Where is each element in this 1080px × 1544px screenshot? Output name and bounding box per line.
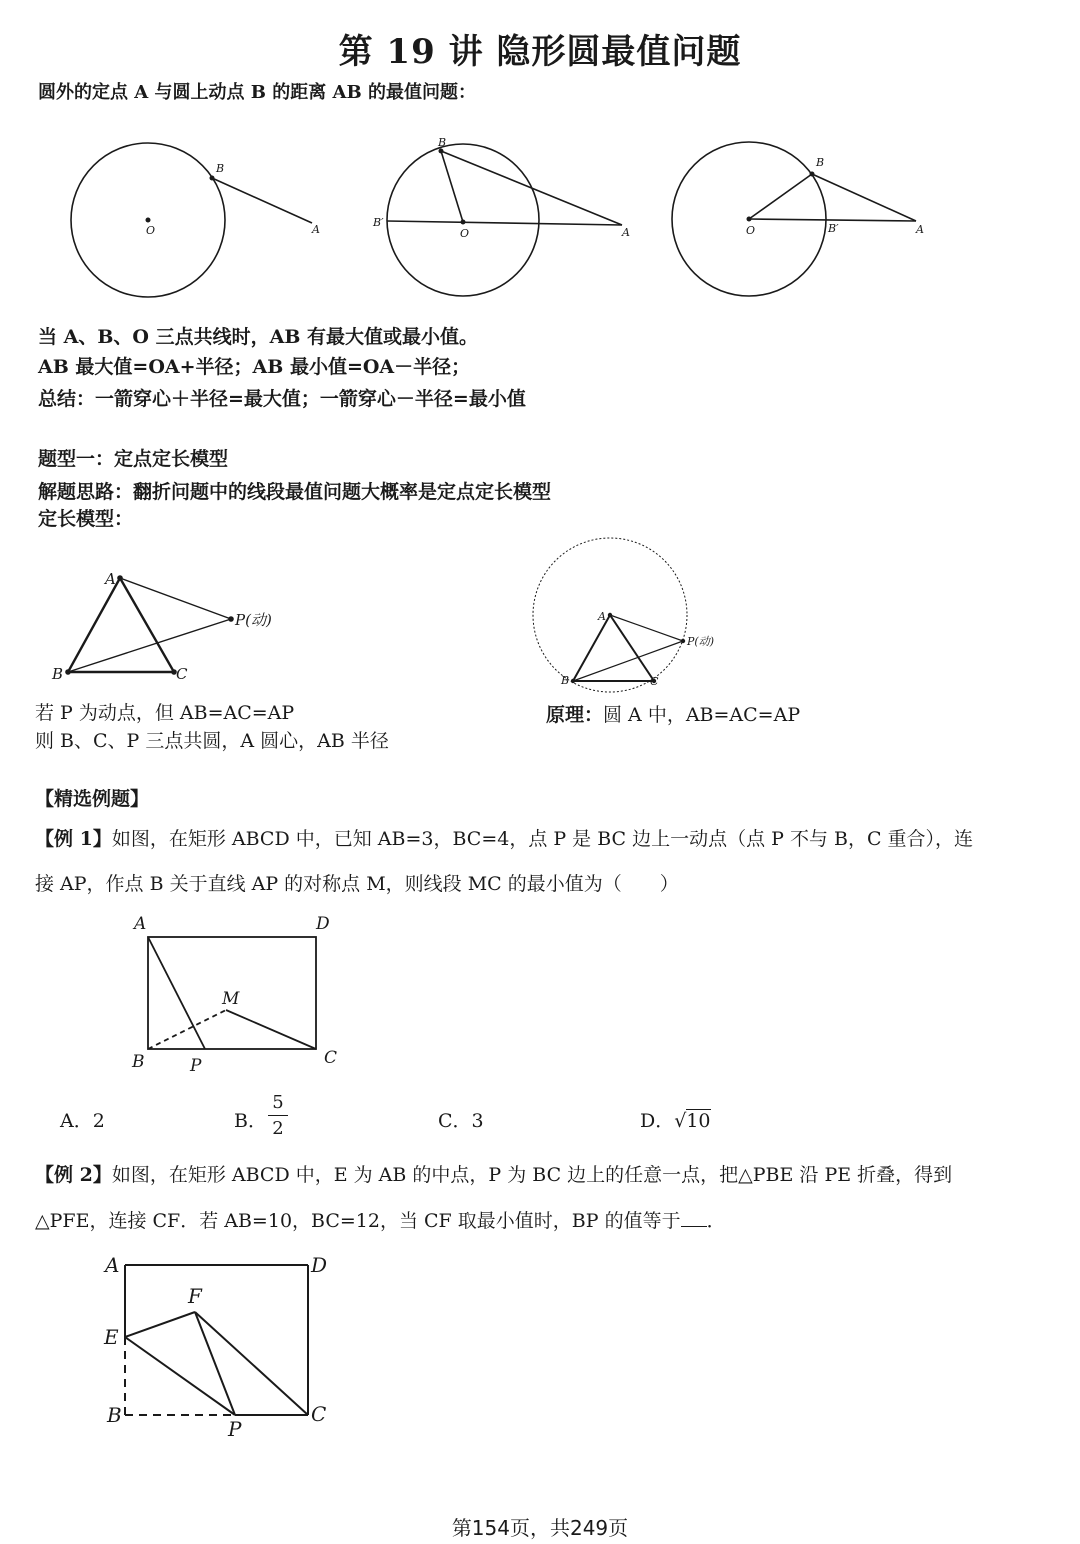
ex1-option-b-label: B． bbox=[234, 1110, 267, 1132]
ex2-line-1 bbox=[35, 1160, 952, 1187]
label-a-1: A bbox=[312, 223, 320, 236]
label-a-right: A bbox=[598, 610, 606, 623]
note-right bbox=[546, 700, 800, 727]
ex1-label-a: A bbox=[134, 914, 147, 934]
fixed-length-figures bbox=[0, 530, 1080, 695]
ex2-label-c: C bbox=[311, 1402, 327, 1426]
label-b-2: B bbox=[438, 136, 447, 149]
label-b-prime-3: B′ bbox=[828, 222, 839, 235]
ex1-label-b: B bbox=[132, 1052, 145, 1072]
segment-mc-1 bbox=[226, 1010, 316, 1049]
segment-ob-2 bbox=[441, 151, 463, 222]
ex1-option-d bbox=[640, 1106, 711, 1133]
line-oa-3 bbox=[749, 219, 916, 221]
segment-ab-1 bbox=[212, 178, 312, 223]
label-c-left: C bbox=[176, 665, 188, 683]
ex1-line-2: 接 AP，作点 B 关于直线 AP 的对称点 M，则线段 MC 的最小值为（ ） bbox=[35, 873, 679, 895]
segment-ob-3 bbox=[749, 174, 812, 219]
segment-ap-right bbox=[610, 615, 683, 641]
ex2-label-p: P bbox=[228, 1417, 242, 1441]
intro-text: 圆外的定点 A 与圆上动点 B 的距离 AB 的最值问题： bbox=[38, 82, 476, 103]
note-right-text: 圆 A 中，AB=AC=AP bbox=[603, 704, 801, 726]
page-title: 第 19 讲 隐形圆最值问题 bbox=[338, 32, 742, 72]
ex1-line-1 bbox=[35, 824, 973, 851]
label-b-prime-2: B′ bbox=[373, 216, 384, 229]
conclusion-line-2: AB 最大值=OA+半径；AB 最小值=OA－半径； bbox=[38, 356, 471, 378]
examples-heading: 【精选例题】 bbox=[35, 788, 150, 810]
label-c-right: C bbox=[650, 675, 659, 688]
segment-ap-left bbox=[120, 578, 231, 619]
ex1-option-a bbox=[60, 1106, 105, 1133]
answer-blank bbox=[681, 1208, 707, 1227]
ex2-line-2 bbox=[35, 1206, 726, 1233]
ex2-label-f: F bbox=[188, 1284, 202, 1308]
ex1-option-c bbox=[438, 1106, 484, 1133]
ex1-label-c: C bbox=[324, 1048, 338, 1068]
line-b-prime-a-2 bbox=[387, 221, 622, 225]
segment-ap-1 bbox=[148, 937, 205, 1049]
ex1-label-m: M bbox=[222, 989, 240, 1009]
option-a-value: 2 bbox=[92, 1110, 105, 1132]
label-p-right: P(动) bbox=[687, 635, 714, 648]
ex2-tag: 【例 2】 bbox=[35, 1164, 112, 1186]
conclusion-line-1: 当 A、B、O 三点共线时，AB 有最大值或最小值。 bbox=[38, 326, 478, 348]
option-c-value: 3 bbox=[471, 1110, 484, 1132]
segment-bp-right bbox=[573, 641, 683, 681]
option-d-label: D． bbox=[640, 1110, 675, 1132]
segment-bm-dashed-1 bbox=[148, 1010, 226, 1049]
label-a-2: A bbox=[622, 226, 630, 239]
label-a-3: A bbox=[916, 223, 924, 236]
fraction-denominator: 2 bbox=[272, 1118, 284, 1139]
ex2-label-d: D bbox=[311, 1253, 328, 1277]
type1-model: 定长模型： bbox=[38, 508, 134, 530]
conclusion-line-3: 总结：一箭穿心＋半径=最大值；一箭穿心－半径=最小值 bbox=[38, 388, 526, 410]
ex1-tag: 【例 1】 bbox=[35, 828, 112, 850]
ex1-option-b-fraction bbox=[268, 1092, 288, 1139]
label-b-1: B bbox=[216, 162, 225, 175]
label-o-3: O bbox=[746, 224, 756, 237]
circle-figures bbox=[0, 120, 1080, 310]
segment-ep bbox=[125, 1337, 235, 1415]
note-left-line-2: 则 B、C、P 三点共圆，A 圆心，AB 半径 bbox=[35, 730, 389, 752]
option-a-label: A． bbox=[60, 1110, 93, 1132]
note-left-line-1: 若 P 为动点，但 AB=AC=AP bbox=[35, 702, 295, 724]
label-b-right: B bbox=[561, 674, 570, 687]
option-c-label: C． bbox=[438, 1110, 472, 1132]
ex1-rectangle-figure bbox=[120, 905, 360, 1080]
ex2-text-2: △PFE，连接 CF．若 AB=10，BC=12，当 CF 取最小值时，BP 的值等于 bbox=[35, 1210, 681, 1232]
fraction-numerator: 5 bbox=[272, 1092, 284, 1113]
note-right-label: 原理： bbox=[546, 704, 604, 726]
ex2-label-e: E bbox=[104, 1325, 119, 1349]
label-a-left: A bbox=[105, 570, 116, 588]
triangle-abc-right bbox=[573, 615, 654, 681]
label-o-2: O bbox=[460, 227, 470, 240]
segment-ba-3 bbox=[812, 174, 916, 221]
ex1-label-d: D bbox=[316, 914, 330, 934]
ex2-text-2-end: ． bbox=[706, 1210, 726, 1232]
segment-fp bbox=[195, 1312, 235, 1415]
ex2-rectangle-figure bbox=[95, 1245, 355, 1445]
ex1-text-1: 如图，在矩形 ABCD 中，已知 AB=3，BC=4，点 P 是 BC 边上一动点（点 P 不与 B，C 重合），连 bbox=[111, 828, 974, 850]
ex2-label-b: B bbox=[107, 1403, 122, 1427]
label-b-3: B bbox=[816, 156, 825, 169]
label-p-left: P(动) bbox=[235, 611, 272, 629]
ex1-label-p: P bbox=[190, 1056, 202, 1076]
label-b-left: B bbox=[52, 665, 64, 683]
type1-heading: 题型一：定点定长模型 bbox=[38, 448, 229, 470]
ex2-text-1: 如图，在矩形 ABCD 中，E 为 AB 的中点，P 为 BC 边上的任意一点，把△PBE 沿 PE 折叠，得到 bbox=[111, 1164, 953, 1186]
sqrt-radicand: 10 bbox=[686, 1110, 711, 1132]
ex2-label-a: A bbox=[105, 1253, 120, 1277]
label-o-1: O bbox=[146, 224, 156, 237]
type1-idea: 解题思路：翻折问题中的线段最值问题大概率是定点定长模型 bbox=[38, 481, 552, 503]
sqrt-symbol: √ bbox=[674, 1110, 687, 1132]
segment-ef bbox=[125, 1312, 195, 1337]
page-number-footer: 第154页，共249页 bbox=[451, 1516, 629, 1540]
segment-ba-2 bbox=[441, 151, 622, 225]
